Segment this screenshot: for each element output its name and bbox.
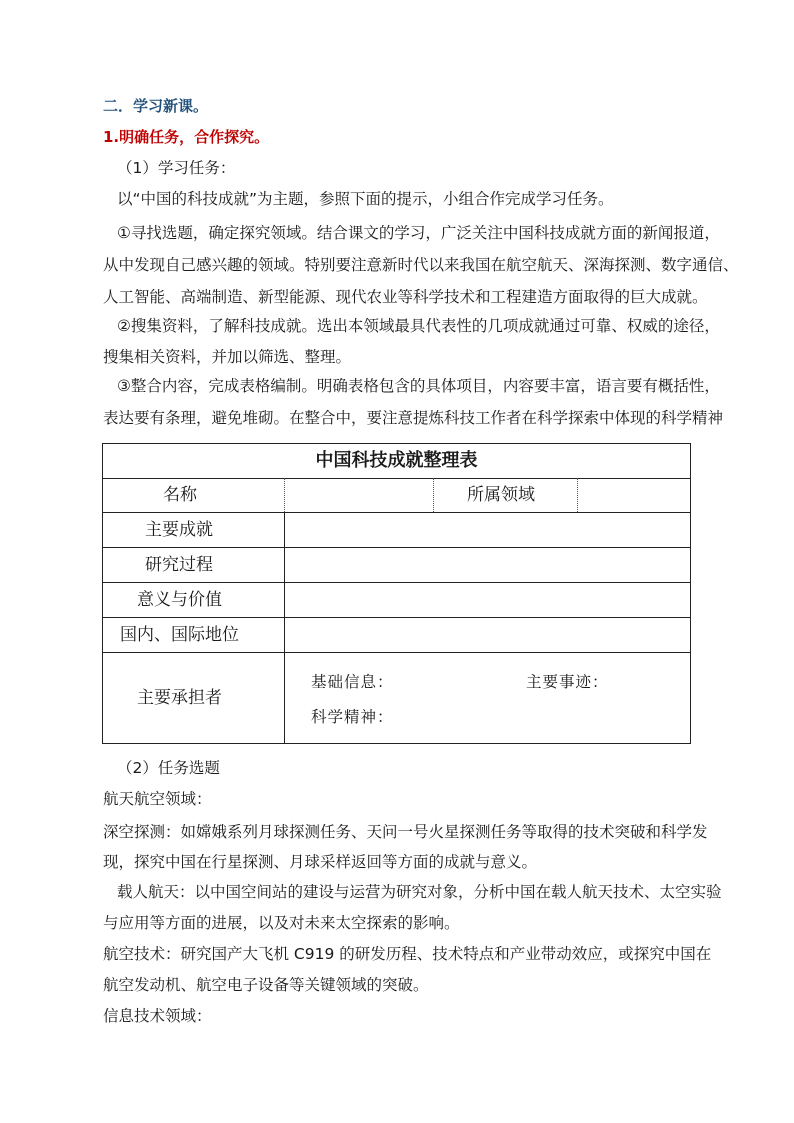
- manned-line: 与应用等方面的进展，以及对未来太空探索的影响。: [103, 914, 460, 932]
- aerospace-heading: 航天航空领域：: [103, 790, 212, 808]
- table-title: 中国科技成就整理表: [315, 450, 478, 471]
- step1-line: 从中发现自己感兴趣的领域。特别要注意新时代以来我国在航空航天、深海探测、数字通信、: [103, 256, 739, 274]
- section-heading: 二．学习新课。: [103, 97, 209, 115]
- main-deeds-label: 主要事迹：: [526, 673, 609, 691]
- deep-space-line: 现，探究中国在行星探测、月球采样返回等方面的成就与意义。: [103, 853, 538, 871]
- manned-line: 载人航天：以中国空间站的建设与运营为研究对象，分析中国在载人航天技术、太空实验: [117, 883, 722, 901]
- bearer-label: 主要承担者: [137, 688, 222, 708]
- aviation-line: 航空发动机、航空电子设备等关键领域的突破。: [103, 976, 429, 994]
- basic-info-label: 基础信息：: [311, 673, 394, 691]
- table-divider: [103, 547, 690, 548]
- table-divider: [103, 582, 690, 583]
- intro-paragraph: 以“中国的科技成就”为主题，参照下面的提示，小组合作完成学习任务。: [117, 190, 614, 208]
- step2-line: ②搜集资料，了解科技成就。选出本领域最具代表性的几项成就通过可靠、权威的途径，: [117, 317, 720, 335]
- spirit-label: 科学精神：: [311, 708, 394, 726]
- name-label: 名称: [163, 485, 197, 505]
- row-label: 研究过程: [145, 555, 213, 575]
- table-divider: [103, 512, 690, 513]
- table-column-line: [284, 478, 285, 512]
- subheading: 1.明确任务，合作探究。: [103, 128, 270, 146]
- step2-line: 搜集相关资料，并加以筛选、整理。: [103, 348, 352, 366]
- table-column-line: [577, 478, 578, 512]
- task-label: （1）学习任务：: [117, 159, 236, 177]
- deep-space-line: 深空探测：如嫦娥系列月球探测任务、天问一号火星探测任务等取得的技术突破和科学发: [103, 823, 708, 841]
- table-divider: [103, 478, 690, 479]
- step1-line: ①寻找选题，确定探究领域。结合课文的学习，广泛关注中国科技成就方面的新闻报道，: [117, 224, 720, 242]
- field-label: 所属领域: [467, 485, 535, 505]
- table-divider: [103, 652, 690, 653]
- row-label: 主要成就: [145, 520, 213, 540]
- step3-line: 表达要有条理，避免堆砌。在整合中，要注意提炼科技工作者在科学探索中体现的科学精神: [103, 409, 724, 427]
- aviation-line: 航空技术：研究国产大飞机 C919 的研发历程、技术特点和产业带动效应，或探究中国在: [103, 945, 712, 963]
- row-label: 国内、国际地位: [120, 625, 239, 645]
- table-column-line: [284, 512, 285, 743]
- info-tech-heading: 信息技术领域：: [103, 1007, 212, 1025]
- topics-label: （2）任务选题: [117, 759, 220, 777]
- row-label: 意义与价值: [137, 590, 222, 610]
- table-column-line: [433, 478, 434, 512]
- table-divider: [103, 617, 690, 618]
- step3-line: ③整合内容，完成表格编制。明确表格包含的具体项目，内容要丰富，语言要有概括性，: [117, 377, 720, 395]
- step1-line: 人工智能、高端制造、新型能源、现代农业等科学技术和工程建造方面取得的巨大成就。: [103, 288, 708, 306]
- achievement-table: [102, 443, 691, 744]
